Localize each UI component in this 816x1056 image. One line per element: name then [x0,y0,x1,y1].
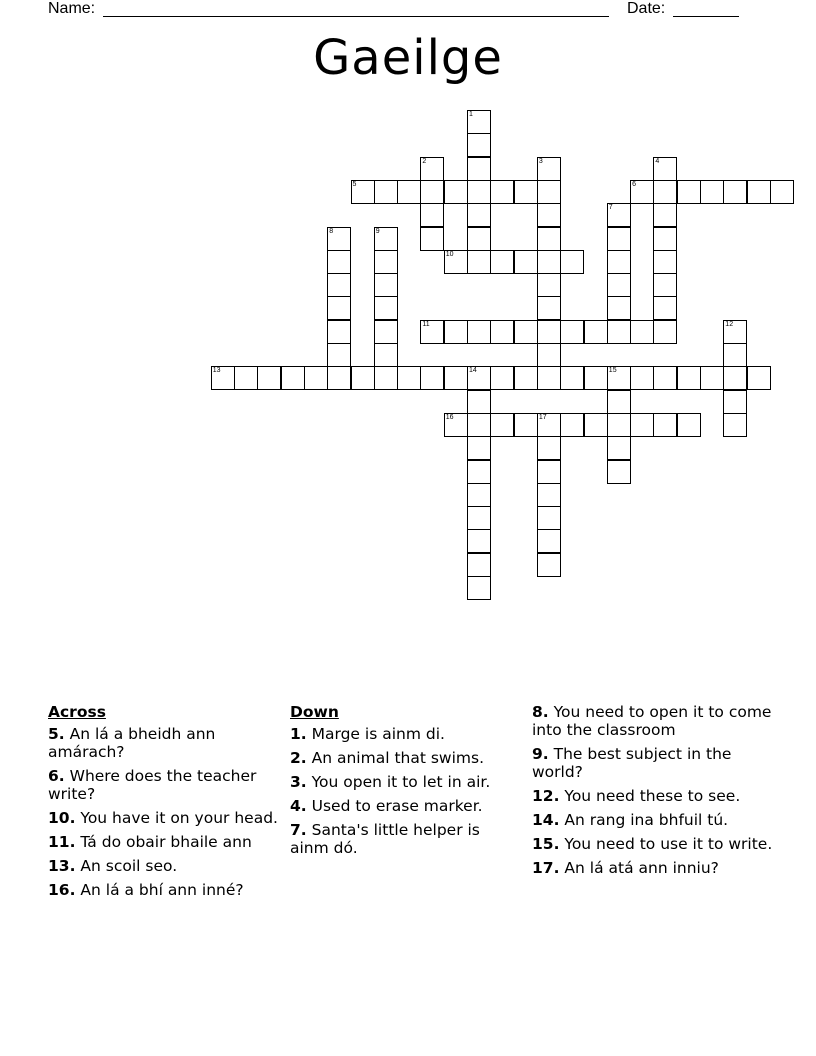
grid-cell[interactable] [653,320,677,344]
grid-cell[interactable] [467,110,491,134]
grid-cell[interactable] [420,366,444,390]
clue-item [290,773,520,791]
grid-cell[interactable] [467,157,491,181]
grid-cell[interactable] [723,390,747,414]
grid-cell[interactable] [537,529,561,553]
clue-text: The best subject in the world? [532,745,732,781]
grid-cell[interactable] [304,366,328,390]
grid-cell[interactable] [677,180,701,204]
grid-cell[interactable] [607,227,631,251]
clue-item [290,725,520,743]
cell-number: 11 [422,320,430,328]
grid-cell[interactable] [537,296,561,320]
clue-text: You need these to see. [564,787,741,805]
down-clue-list-continued [532,703,782,877]
cell-number: 14 [469,367,477,375]
grid-cell[interactable] [537,273,561,297]
grid-cell[interactable] [374,343,398,367]
clue-text: You need to open it to come into the classroom [532,703,772,739]
clue-number: 9. [532,745,549,763]
grid-cell[interactable] [514,320,538,344]
grid-cell[interactable] [560,413,584,437]
grid-cell[interactable] [653,250,677,274]
clue-text: An rang ina bhfuil tú. [564,811,729,829]
grid-cell[interactable] [537,157,561,181]
grid-cell[interactable] [700,180,724,204]
grid-cell[interactable] [467,133,491,157]
clue-text: Santa's little helper is ainm dó. [290,821,480,857]
clue-number: 3. [290,773,307,791]
grid-cell[interactable] [584,366,608,390]
grid-cell[interactable] [467,203,491,227]
cell-number: 1 [469,111,473,118]
grid-cell[interactable] [490,413,514,437]
grid-cell[interactable] [537,506,561,530]
grid-cell[interactable] [677,413,701,437]
down-clues-continued [532,703,782,883]
down-heading: Down [290,703,339,721]
grid-cell[interactable] [490,180,514,204]
grid-cell[interactable] [374,250,398,274]
clue-item [532,859,782,877]
grid-cell[interactable] [560,250,584,274]
grid-cell[interactable] [444,320,468,344]
grid-cell[interactable] [630,413,654,437]
grid-cell[interactable] [653,203,677,227]
clue-item [48,881,278,899]
grid-cell[interactable] [537,227,561,251]
grid-cell[interactable] [467,553,491,577]
cell-number: 12 [725,320,734,328]
clue-item [48,725,278,761]
grid-cell[interactable] [467,576,491,600]
grid-cell[interactable] [467,180,491,204]
grid-cell[interactable] [537,203,561,227]
clue-number: 1. [290,725,307,743]
grid-cell[interactable] [537,343,561,367]
grid-cell[interactable] [374,296,398,320]
down-clue-list [290,725,520,857]
grid-cell[interactable] [327,250,351,274]
grid-cell[interactable] [327,343,351,367]
clue-number: 5. [48,725,65,743]
grid-cell[interactable] [537,250,561,274]
grid-cell[interactable] [467,366,491,390]
grid-cell[interactable] [770,180,794,204]
grid-cell[interactable] [653,413,677,437]
clue-item [532,835,782,853]
clue-item [48,809,278,827]
grid-cell[interactable] [537,460,561,484]
grid-cell[interactable] [490,320,514,344]
cell-number: 2 [422,157,427,165]
cell-number: 16 [445,413,454,421]
clue-item [532,787,782,805]
clue-text: You need to use it to write. [564,835,773,853]
grid-cell[interactable] [420,203,444,227]
grid-cell[interactable] [467,227,491,251]
clue-text: An scoil seo. [80,857,178,875]
clue-number: 12. [532,787,560,805]
across-heading: Across [48,703,106,721]
grid-cell[interactable] [607,320,631,344]
grid-cell[interactable] [467,320,491,344]
cell-number: 9 [375,227,380,235]
grid-cell[interactable] [723,180,747,204]
grid-cell[interactable] [374,273,398,297]
grid-cell[interactable] [467,413,491,437]
clue-number: 6. [48,767,65,785]
clue-text: Marge is ainm di. [311,725,445,743]
grid-cell[interactable] [514,250,538,274]
clue-item [532,811,782,829]
grid-cell[interactable] [327,227,351,251]
clue-item [290,749,520,767]
grid-cell[interactable] [374,320,398,344]
name-label: Name: [48,0,96,17]
clue-number: 2. [290,749,307,767]
across-clues [48,703,278,905]
grid-cell[interactable] [420,180,444,204]
clue-item [290,797,520,815]
clue-item [48,833,278,851]
grid-cell[interactable] [211,366,235,390]
grid-cell[interactable] [607,250,631,274]
grid-cell[interactable] [653,296,677,320]
cell-number: 7 [608,204,613,212]
grid-cell[interactable] [653,227,677,251]
grid-cell[interactable] [607,366,631,390]
clue-number: 14. [532,811,560,829]
grid-cell[interactable] [653,366,677,390]
grid-cell[interactable] [607,460,631,484]
clue-number: 11. [48,833,76,851]
clue-item [532,745,782,781]
grid-cell[interactable] [327,366,351,390]
grid-cell[interactable] [397,180,421,204]
grid-cell[interactable] [444,180,468,204]
grid-cell[interactable] [607,203,631,227]
grid-cell[interactable] [584,320,608,344]
grid-cell[interactable] [514,366,538,390]
clue-number: 17. [532,859,560,877]
grid-cell[interactable] [514,413,538,437]
cell-number: 4 [655,157,660,165]
grid-cell[interactable] [537,413,561,437]
grid-cell[interactable] [327,273,351,297]
grid-cell[interactable] [490,250,514,274]
grid-cell[interactable] [281,366,305,390]
grid-cell[interactable] [537,553,561,577]
grid-cell[interactable] [467,529,491,553]
grid-cell[interactable] [467,460,491,484]
grid-cell[interactable] [327,296,351,320]
grid-cell[interactable] [234,366,258,390]
grid-cell[interactable] [747,180,771,204]
grid-cell[interactable] [397,366,421,390]
grid-cell[interactable] [467,390,491,414]
clue-number: 10. [48,809,76,827]
grid-cell[interactable] [723,413,747,437]
grid-cell[interactable] [444,366,468,390]
grid-cell[interactable] [723,343,747,367]
clue-number: 13. [48,857,76,875]
cell-number: 5 [352,180,357,188]
grid-cell[interactable] [537,180,561,204]
cell-number: 10 [445,250,454,258]
grid-cell[interactable] [467,436,491,460]
clue-item [48,857,278,875]
grid-cell[interactable] [630,366,654,390]
page-title: Gaeilge [313,30,503,86]
clue-number: 15. [532,835,560,853]
clue-text: An lá a bhí ann inné? [80,881,244,899]
grid-cell[interactable] [374,227,398,251]
grid-cell[interactable] [351,180,375,204]
grid-cell[interactable] [327,320,351,344]
grid-cell[interactable] [653,273,677,297]
grid-cell[interactable] [420,157,444,181]
cell-number: 8 [329,227,334,235]
clue-text: Used to erase marker. [311,797,483,815]
grid-cell[interactable] [257,366,281,390]
clue-number: 7. [290,821,307,839]
grid-cell[interactable] [420,320,444,344]
grid-cell[interactable] [560,320,584,344]
clue-item [290,821,520,857]
clue-number: 4. [290,797,307,815]
grid-cell[interactable] [444,413,468,437]
clue-item [532,703,782,739]
grid-cell[interactable] [420,227,444,251]
grid-cell[interactable] [537,436,561,460]
grid-cell[interactable] [607,273,631,297]
cell-number: 13 [212,367,221,375]
grid-cell[interactable] [467,483,491,507]
grid-cell[interactable] [444,250,468,274]
grid-cell[interactable] [677,366,701,390]
grid-cell[interactable] [723,320,747,344]
clue-number: 8. [532,703,549,721]
grid-cell[interactable] [537,366,561,390]
clue-text: An lá atá ann inniu? [564,859,719,877]
clue-number: 16. [48,881,76,899]
grid-cell[interactable] [653,157,677,181]
down-clues [290,703,520,863]
grid-cell[interactable] [607,390,631,414]
grid-cell[interactable] [700,366,724,390]
clue-text: Where does the teacher write? [48,767,257,803]
grid-cell[interactable] [467,506,491,530]
grid-cell[interactable] [607,413,631,437]
grid-cell[interactable] [374,366,398,390]
grid-cell[interactable] [607,296,631,320]
clue-text: You have it on your head. [80,809,278,827]
clue-item [48,767,278,803]
cell-number: 6 [632,180,636,188]
clue-text: An lá a bheidh ann amárach? [48,725,216,761]
cell-number: 17 [538,413,547,421]
grid-cell[interactable] [467,250,491,274]
grid-cell[interactable] [537,320,561,344]
grid-cell[interactable] [560,366,584,390]
grid-cell[interactable] [630,180,654,204]
across-clue-list [48,725,278,899]
grid-cell[interactable] [351,366,375,390]
clue-text: Tá do obair bhaile ann [80,833,252,851]
grid-cell[interactable] [607,436,631,460]
grid-cell[interactable] [653,180,677,204]
grid-cell[interactable] [537,483,561,507]
cell-number: 3 [538,157,543,165]
grid-cell[interactable] [723,366,747,390]
date-label: Date: [627,0,666,17]
grid-cell[interactable] [374,180,398,204]
grid-cell[interactable] [514,180,538,204]
clue-text: An animal that swims. [311,749,485,767]
clue-text: You open it to let in air. [311,773,491,791]
grid-cell[interactable] [584,413,608,437]
grid-cell[interactable] [490,366,514,390]
grid-cell[interactable] [747,366,771,390]
cell-number: 15 [608,367,617,375]
grid-cell[interactable] [630,320,654,344]
